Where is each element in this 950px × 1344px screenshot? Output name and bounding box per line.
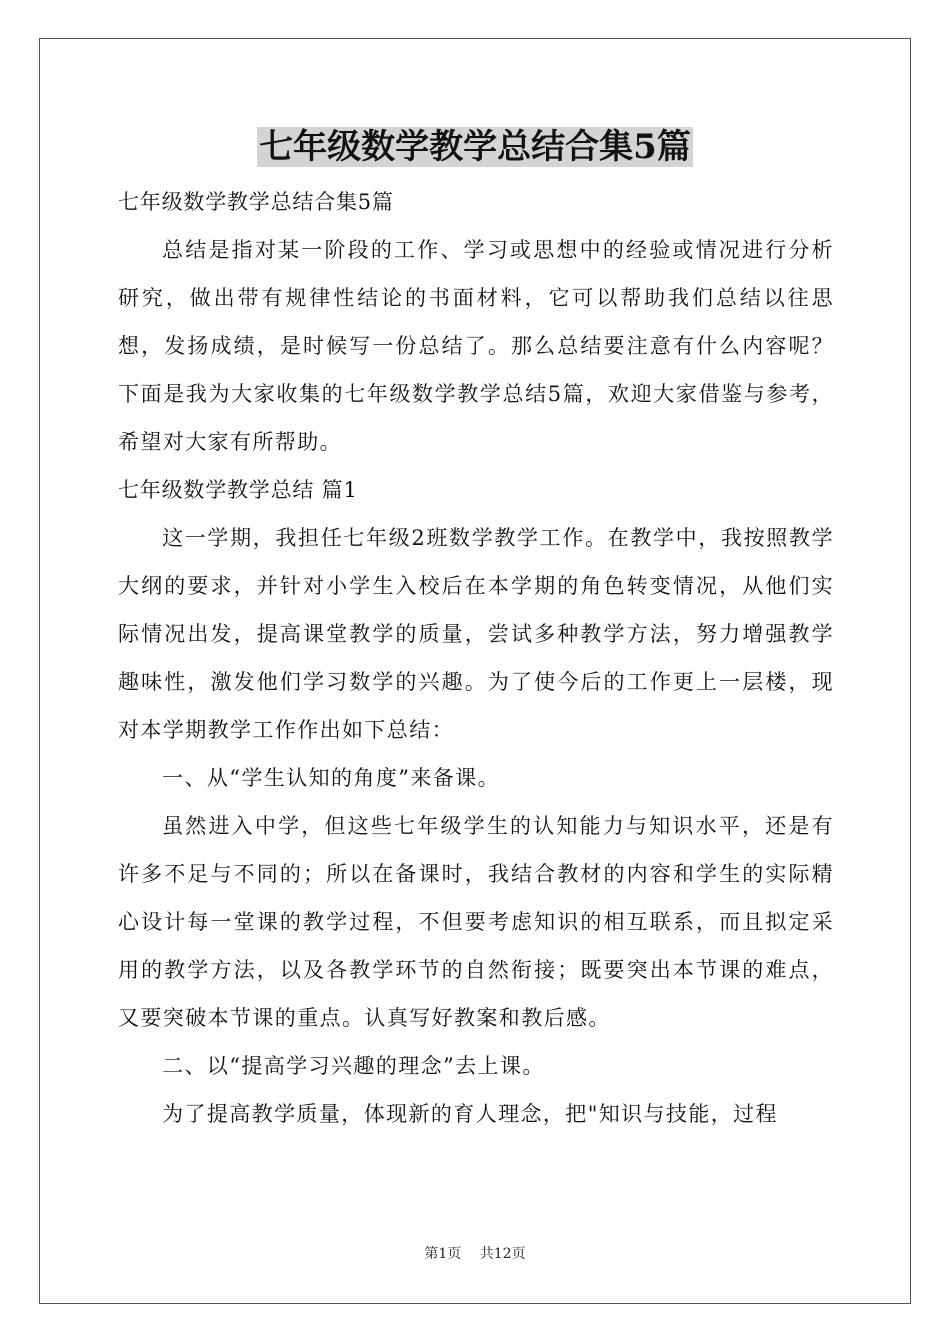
document-body [118,178,834,1138]
intro-paragraph: 总结是指对某一阶段的工作、学习或思想中的经验或情况进行分析研究，做出带有规律性结论的书面材料，它可以帮助我们总结以往思想，发扬成绩，是时候写一份总结了。那么总结要注意有什么内容呢？下面是我为大家收集的七年级数学教学总结5篇，欢迎大家借鉴与参考，希望对大家有所帮助。 [118,238,834,454]
subsection-heading: 一、从“学生认知的角度”来备课。 [162,766,500,790]
subsection-heading: 二、以“提高学习兴趣的理念”去上课。 [162,1054,545,1078]
subtitle-paragraph: 七年级数学教学总结合集5篇 [118,190,394,214]
section-heading: 七年级数学教学总结 篇1 [118,478,358,502]
body-paragraph: 为了提高教学质量，体现新的育人理念，把"知识与技能，过程 [162,1102,778,1126]
document-title-text: 七年级数学教学总结合集5篇 [259,127,691,167]
document-title [0,124,950,170]
page-total: 共12页 [479,1246,526,1262]
page-number: 第1页 [424,1246,462,1262]
body-paragraph: 这一学期，我担任七年级2班数学教学工作。在教学中，我按照教学大纲的要求，并针对小学生入校后在本学期的角色转变情况，从他们实际情况出发，提高课堂教学的质量，尝试多种教学方法，努力增强教学趣味性，激发他们学习数学的兴趣。为了使今后的工作更上一层楼，现对本学期教学工作作出如下总结： [118,526,834,742]
body-paragraph: 虽然进入中学，但这些七年级学生的认知能力与知识水平，还是有许多不足与不同的；所以在备课时，我结合教材的内容和学生的实际精心设计每一堂课的教学过程，不但要考虑知识的相互联系，而且拟定采用的教学方法，以及各教学环节的自然衔接；既要突出本节课的难点，又要突破本节课的重点。认真写好教案和教后感。 [118,814,834,1030]
page-footer [0,1244,950,1264]
